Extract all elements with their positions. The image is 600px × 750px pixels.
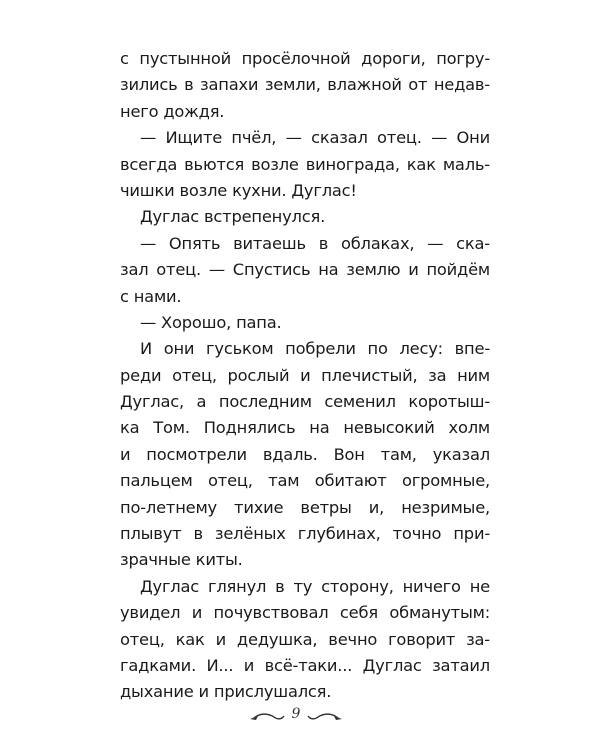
page-footer bbox=[248, 702, 344, 730]
text-line: по-летнему тихие ветры и, незримые, bbox=[120, 497, 490, 517]
text-line: — Ищите пчёл, — сказал отец. — Они bbox=[140, 128, 490, 148]
text-line: — Хорошо, папа. bbox=[140, 312, 282, 332]
text-line: зал отец. — Спустись на землю и пойдём bbox=[120, 260, 490, 280]
text-line: Дуглас встрепенулся. bbox=[140, 207, 326, 227]
text-line: чишки возле кухни. Дуглас! bbox=[120, 180, 357, 200]
text-line: дыхание и прислушался. bbox=[120, 682, 332, 702]
text-line: Дуглас глянул в ту сторону, ничего не bbox=[140, 576, 490, 596]
text-line: с нами. bbox=[120, 286, 182, 306]
text-line: него дождя. bbox=[120, 101, 225, 121]
text-line: пальцем отец, там обитают огромные, bbox=[120, 471, 490, 491]
text-line: зились в запахи земли, влажной от недав- bbox=[120, 75, 490, 95]
text-line: плывут в зелёных глубинах, точно при- bbox=[120, 524, 490, 544]
text-line: и посмотрели вдаль. Вон там, указал bbox=[120, 444, 490, 464]
text-line: Дуглас, а последним семенил коротыш- bbox=[120, 392, 490, 412]
text-line: ка Том. Поднялись на невысокий холм bbox=[120, 418, 490, 438]
text-line: реди отец, рослый и плечистый, за ним bbox=[120, 365, 490, 385]
text-line: отец, как и дедушка, вечно говорит за- bbox=[120, 629, 490, 649]
text-line: — Опять витаешь в облаках, — ска- bbox=[140, 233, 490, 253]
text-line: с пустынной просёлочной дороги, погру- bbox=[120, 49, 490, 68]
text-line: зрачные киты. bbox=[120, 550, 243, 570]
text-line: гадками. И... и всё-таки... Дуглас затаил bbox=[120, 655, 490, 675]
text-line: И они гуськом побрели по лесу: впе- bbox=[140, 339, 490, 359]
text-line: увидел и почувствовал себя обманутым: bbox=[120, 603, 490, 623]
text-line: всегда вьются возле винограда, как маль- bbox=[120, 154, 490, 174]
body-text bbox=[120, 46, 490, 706]
page-number: 9 bbox=[291, 706, 301, 722]
